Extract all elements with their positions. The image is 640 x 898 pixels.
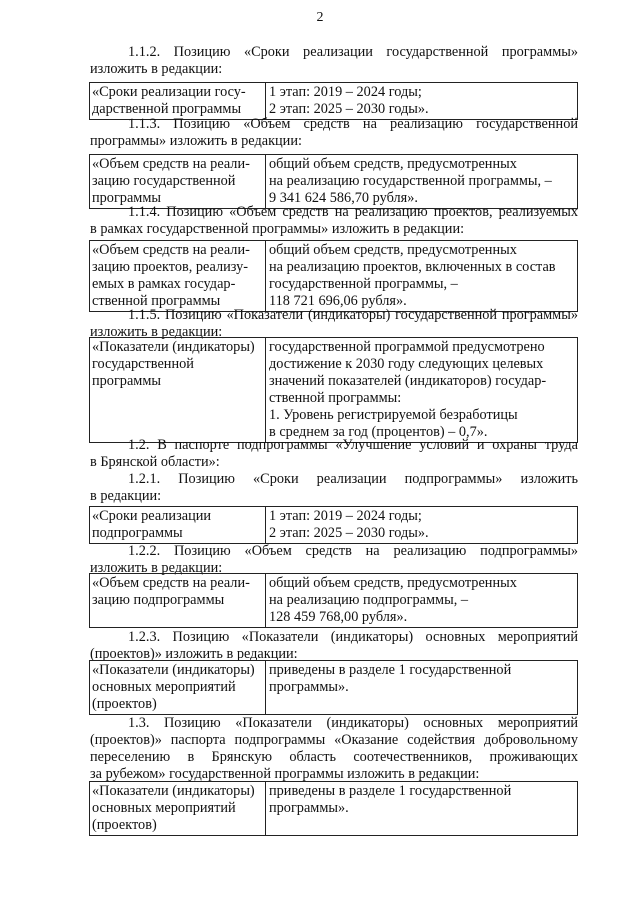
cell-line: программы». (269, 679, 349, 695)
cell-line: «Показатели (индикаторы) (92, 662, 255, 678)
paragraph-line: за рубежом» государственной программы изложить в редакции: (90, 766, 480, 782)
paragraph-line: изложить в редакции: (90, 324, 223, 340)
cell-line: приведены в разделе 1 государственной (269, 662, 512, 678)
paragraph (90, 715, 578, 783)
cell-line: государственной программой предусмотрено (269, 339, 545, 355)
paragraph (90, 204, 578, 238)
cell-line: общий объем средств, предусмотренных (269, 156, 517, 172)
cell-line: государственной (92, 356, 194, 372)
paragraph (90, 471, 578, 505)
cell-line: 128 459 768,00 рубля». (269, 609, 408, 625)
cell-line: 1 этап: 2019 – 2024 годы; (269, 508, 422, 524)
cell-line: «Показатели (индикаторы) (92, 783, 255, 799)
table-cell-value (266, 507, 577, 543)
paragraph (90, 629, 578, 663)
cell-line: «Объем средств на реали- (92, 575, 250, 591)
replacement-table (89, 154, 578, 209)
paragraph-line: изложить в редакции: (90, 560, 223, 576)
cell-line: «Показатели (индикаторы) (92, 339, 255, 355)
paragraph-line: 1.3. Позицию «Показатели (индикаторы) основных мероприятий (128, 715, 578, 731)
paragraph-line: 1.2.3. Позицию «Показатели (индикаторы) основных мероприятий (128, 629, 578, 645)
table-cell-label (90, 241, 266, 311)
paragraph-line: в рамках государственной программы» изложить в редакции: (90, 221, 465, 237)
cell-line: 9 341 624 586,70 рубля». (269, 190, 418, 206)
cell-line: на реализацию подпрограммы, – (269, 592, 469, 608)
cell-line: зацию подпрограммы (92, 592, 225, 608)
cell-line: общий объем средств, предусмотренных (269, 575, 517, 591)
cell-line: программы (92, 373, 162, 389)
cell-line: (проектов) (92, 696, 157, 712)
cell-line: «Объем средств на реали- (92, 156, 250, 172)
cell-line: общий объем средств, предусмотренных (269, 242, 517, 258)
paragraph-line: в Брянской области»: (90, 454, 220, 470)
cell-line: программы (92, 190, 162, 206)
cell-line: программы». (269, 800, 349, 816)
paragraph-line: переселению в Брянскую область соотечественников, проживающих (90, 749, 578, 765)
cell-line: достижение к 2030 году следующих целевых (269, 356, 544, 372)
table-cell-label (90, 661, 266, 714)
replacement-table (89, 506, 578, 544)
replacement-table (89, 781, 578, 836)
cell-line: «Объем средств на реали- (92, 242, 250, 258)
table-cell-value (266, 338, 577, 442)
cell-line: емых в рамках государ- (92, 276, 236, 292)
cell-line: ственной программы (92, 293, 221, 309)
cell-line: основных мероприятий (92, 800, 236, 816)
cell-line: основных мероприятий (92, 679, 236, 695)
table-cell-label (90, 574, 266, 627)
paragraph-line: 1.1.2. Позицию «Сроки реализации государственной программы» (128, 44, 578, 60)
cell-line: ственной программы: (269, 390, 402, 406)
cell-line: 1 этап: 2019 – 2024 годы; (269, 84, 422, 100)
paragraph-line: 1.1.3. Позицию «Объем средств на реализацию государственной (128, 116, 578, 132)
cell-line: на реализацию проектов, включенных в состав (269, 259, 556, 275)
paragraph (90, 44, 578, 78)
paragraph (90, 543, 578, 577)
cell-line: (проектов) (92, 817, 157, 833)
table-cell-label (90, 338, 266, 442)
paragraph-line: 1.2.2. Позицию «Объем средств на реализацию подпрограммы» (128, 543, 578, 559)
cell-line: на реализацию государственной программы, – (269, 173, 552, 189)
table-cell-label (90, 83, 266, 119)
paragraph-line: (проектов)» изложить в редакции: (90, 646, 298, 662)
cell-line: «Сроки реализации (92, 508, 212, 524)
cell-line: дарственной программы (92, 101, 242, 117)
table-cell-value (266, 155, 577, 208)
paragraph (90, 116, 578, 150)
table-cell-value (266, 574, 577, 627)
cell-line: значений показателей (индикаторов) государ- (269, 373, 547, 389)
replacement-table (89, 660, 578, 715)
cell-line: государственной программы, – (269, 276, 458, 292)
cell-line: «Сроки реализации госу- (92, 84, 246, 100)
table-cell-value (266, 782, 577, 835)
table-cell-label (90, 155, 266, 208)
paragraph-line: программы» изложить в редакции: (90, 133, 302, 149)
replacement-table (89, 82, 578, 120)
cell-line: в среднем за год (процентов) – 0,7». (269, 424, 488, 440)
paragraph-line: 1.1.4. Позицию «Объем средств на реализацию проектов, реализуемых (128, 204, 578, 220)
paragraph-line: в редакции: (90, 488, 162, 504)
cell-line: зацию государственной (92, 173, 236, 189)
page-number: 2 (316, 10, 324, 25)
replacement-table (89, 337, 578, 443)
table-cell-value (266, 241, 577, 311)
paragraph-line: (проектов)» паспорта подпрограммы «Оказание содействия добровольному (90, 732, 578, 748)
paragraph-line: 1.2. В паспорте подпрограммы «Улучшение условий и охраны труда (128, 437, 578, 453)
replacement-table (89, 240, 578, 312)
cell-line: подпрограммы (92, 525, 183, 541)
paragraph (90, 437, 578, 471)
cell-line: 2 этап: 2025 – 2030 годы». (269, 525, 429, 541)
table-cell-value (266, 83, 577, 119)
cell-line: 2 этап: 2025 – 2030 годы». (269, 101, 429, 117)
paragraph-line: 1.2.1. Позицию «Сроки реализации подпрограммы» изложить (128, 471, 578, 487)
paragraph (90, 307, 578, 341)
paragraph-line: изложить в редакции: (90, 61, 223, 77)
table-cell-value (266, 661, 577, 714)
cell-line: 1. Уровень регистрируемой безработицы (269, 407, 518, 423)
table-cell-label (90, 507, 266, 543)
cell-line: приведены в разделе 1 государственной (269, 783, 512, 799)
replacement-table (89, 573, 578, 628)
table-cell-label (90, 782, 266, 835)
cell-line: 118 721 696,06 рубля». (269, 293, 407, 309)
paragraph-line: 1.1.5. Позицию «Показатели (индикаторы) государственной программы» (128, 307, 578, 323)
cell-line: зацию проектов, реализу- (92, 259, 249, 275)
